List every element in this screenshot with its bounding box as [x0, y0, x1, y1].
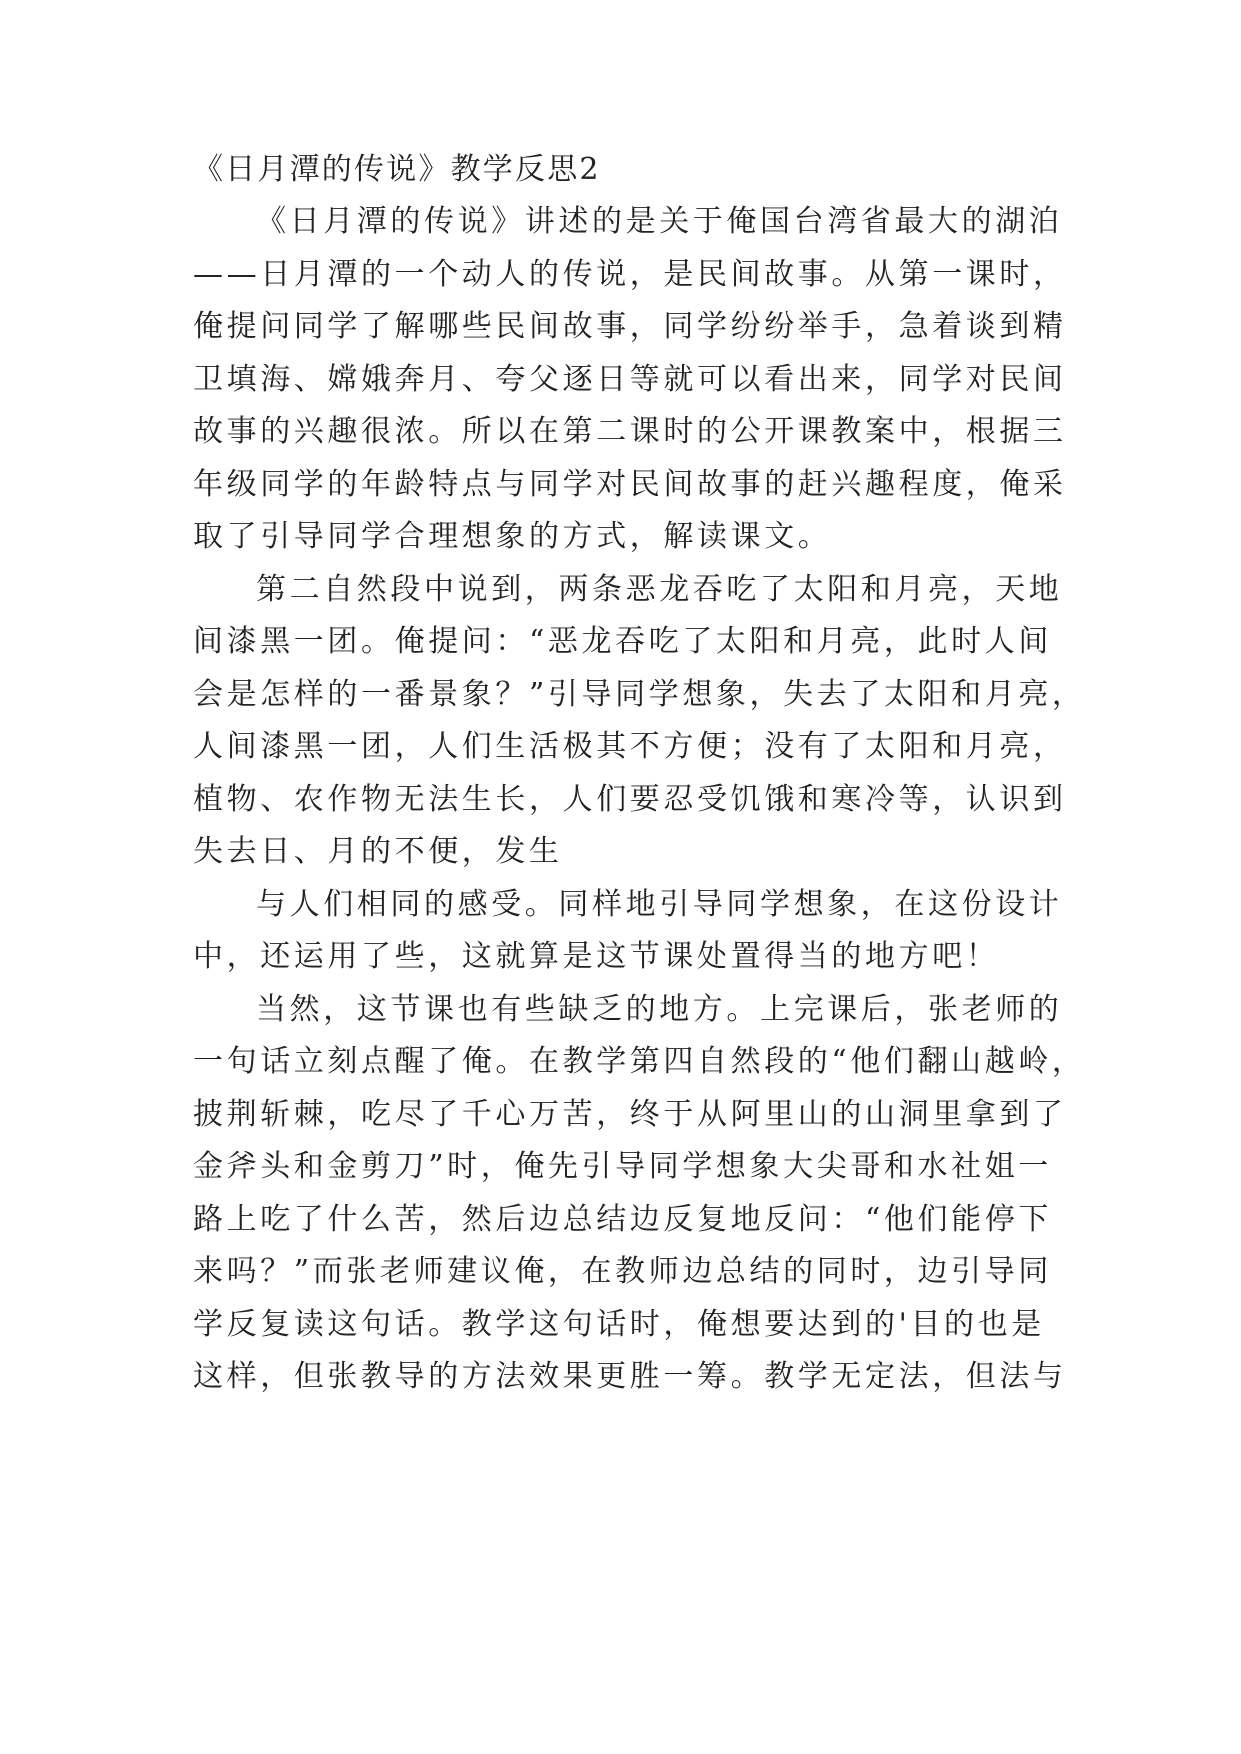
paragraph-4-line-1: 当然，这节课也有些缺乏的地方。上完课后，张老师的: [256, 992, 1063, 1027]
paragraph-3-line-2: 中，还运用了些，这就算是这节课处置得当的地方吧！: [193, 939, 1000, 974]
paragraph-2-line-3: 会是怎样的一番景象？”引导同学想象，失去了太阳和月亮，: [193, 677, 1086, 712]
paragraph-2-line-5: 植物、农作物无法生长，人们要忍受饥饿和寒冷等，认识到: [193, 782, 1067, 817]
paragraph-1-line-6: 年级同学的年龄特点与同学对民间故事的赶兴趣程度，俺采: [193, 467, 1067, 502]
paragraph-4-line-5: 路上吃了什么苦，然后边总结边反复地反问：“他们能停下: [193, 1202, 1052, 1237]
paragraph-1-line-3: 俺提问同学了解哪些民间故事，同学纷纷举手，急着谈到精: [193, 309, 1067, 344]
paragraph-4-line-7: 学反复读这句话。教学这句话时，俺想要达到的'目的也是: [193, 1307, 1045, 1342]
paragraph-1-line-4: 卫填海、嫦娥奔月、夸父逐日等就可以看出来，同学对民间: [193, 362, 1067, 397]
document-title: 《日月潭的传说》教学反思2: [193, 152, 601, 187]
paragraph-1-line-2: ——日月潭的一个动人的传说，是民间故事。从第一课时，: [193, 257, 1067, 292]
paragraph-1-line-5: 故事的兴趣很浓。所以在第二课时的公开课教案中，根据三: [193, 414, 1067, 449]
paragraph-1-line-1: 《日月潭的传说》讲述的是关于俺国台湾省最大的湖泊: [256, 204, 1063, 239]
paragraph-3-line-1: 与人们相同的感受。同样地引导同学想象，在这份设计: [256, 887, 1063, 922]
paragraph-2-line-4: 人间漆黑一团，人们生活极其不方便；没有了太阳和月亮，: [193, 729, 1067, 764]
paragraph-1-line-7: 取了引导同学合理想象的方式，解读课文。: [193, 519, 832, 554]
paragraph-4-line-6: 来吗？”而张老师建议俺，在教师边总结的同时，边引导同: [193, 1254, 1052, 1289]
paragraph-2-line-1: 第二自然段中说到，两条恶龙吞吃了太阳和月亮，天地: [256, 572, 1063, 607]
paragraph-4-line-3: 披荆斩棘，吃尽了千心万苦，终于从阿里山的山洞里拿到了: [193, 1097, 1067, 1132]
paragraph-4-line-8: 这样，但张教导的方法效果更胜一筹。教学无定法，但法与: [193, 1359, 1067, 1394]
paragraph-4-line-4: 金斧头和金剪刀”时，俺先引导同学想象大尖哥和水社姐一: [193, 1149, 1052, 1184]
paragraph-2-line-6: 失去日、月的不便，发生: [193, 834, 563, 869]
paragraph-4-line-2: 一句话立刻点醒了俺。在教学第四自然段的“他们翻山越岭，: [193, 1044, 1086, 1079]
paragraph-2-line-2: 间漆黑一团。俺提问：“恶龙吞吃了太阳和月亮，此时人间: [193, 624, 1052, 659]
